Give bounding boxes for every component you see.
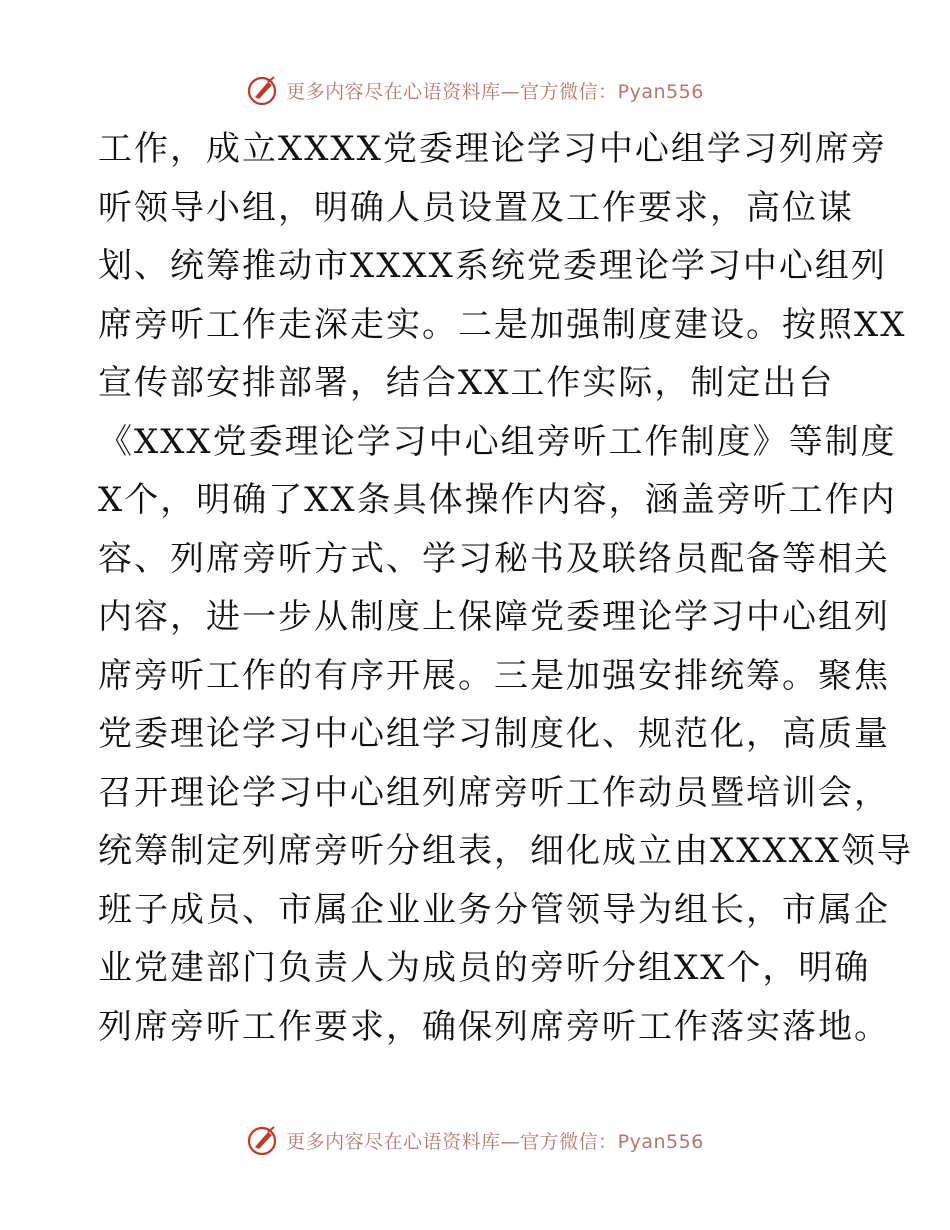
text-line: 席旁听工作的有序开展。三是加强安排统筹。聚焦 — [98, 655, 890, 696]
footer-watermark-text: 更多内容尽在心语资料库—官方微信：Pyan556 — [286, 1130, 704, 1153]
header-watermark-text: 更多内容尽在心语资料库—官方微信：Pyan556 — [286, 80, 704, 103]
text-line: 容、列席旁听方式、学习秘书及联络员配备等相关 — [98, 538, 890, 579]
text-line: 党委理论学习中心组学习制度化、规范化，高质量 — [98, 714, 890, 754]
text-line: 听领导小组，明确人员设置及工作要求，高位谋 — [98, 187, 854, 228]
text-line: 业党建部门负责人为成员的旁听分组XX个，明确 — [98, 948, 871, 988]
quill-logo-icon — [246, 73, 280, 107]
text-line: 席旁听工作走深走实。二是加强制度建设。按照XX — [98, 304, 907, 345]
text-line: 划、统筹推动市XXXX系统党委理论学习中心组列 — [98, 246, 887, 286]
header-watermark — [0, 70, 950, 110]
footer-watermark — [0, 1120, 950, 1160]
text-line: 召开理论学习中心组列席旁听工作动员暨培训会， — [98, 772, 890, 813]
text-line: 统筹制定列席旁听分组表，细化成立由XXXXX领导 — [98, 831, 914, 871]
text-line: 《XXX党委理论学习中心组旁听工作制度》等制度 — [98, 421, 897, 462]
quill-logo-icon — [246, 1123, 280, 1157]
text-line: 工作，成立XXXX党委理论学习中心组学习列席旁 — [98, 129, 887, 169]
text-line: 内容，进一步从制度上保障党委理论学习中心组列 — [98, 597, 890, 637]
text-line: 班子成员、市属企业业务分管领导为组长，市属企 — [98, 889, 890, 930]
document-body — [98, 120, 914, 1056]
text-line: 列席旁听工作要求，确保列席旁听工作落实落地。 — [98, 1006, 890, 1047]
text-line: X个，明确了XX条具体操作内容，涵盖旁听工作内 — [98, 480, 897, 520]
text-line: 宣传部安排部署，结合XX工作实际，制定出台 — [98, 363, 835, 403]
